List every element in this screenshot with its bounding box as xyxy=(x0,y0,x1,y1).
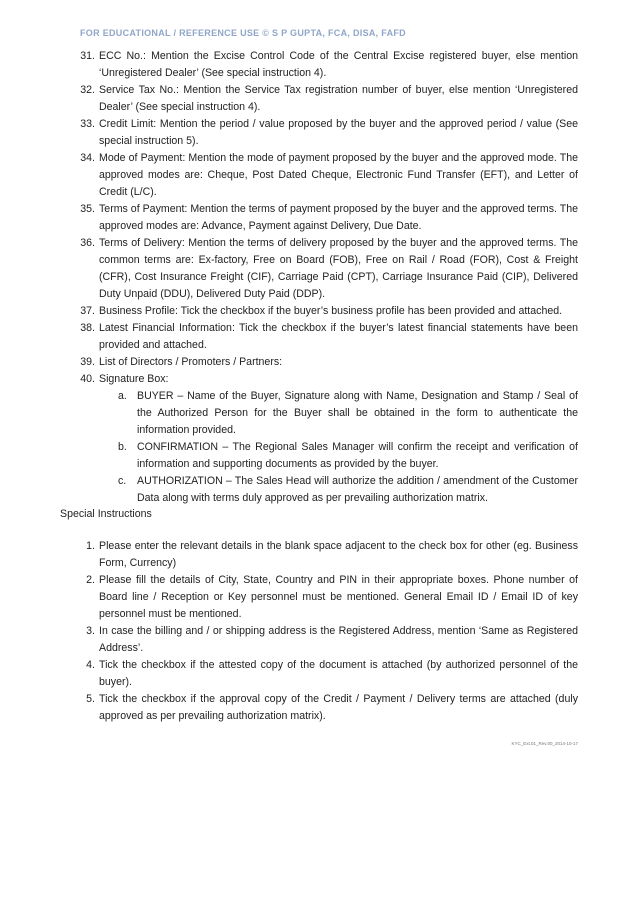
item-number: 37. xyxy=(80,305,95,317)
item-number: 3. xyxy=(86,625,95,637)
sub-list-item xyxy=(80,439,578,473)
item-text: Service Tax No.: Mention the Service Tax registration number of buyer, else mention ‘Unregistered Dealer’ (See special instruction 4). xyxy=(99,84,578,113)
sub-item-text: AUTHORIZATION – The Sales Head will authorize the addition / amendment of the Customer Data along with terms duly approved as per prevailing authorization matrix. xyxy=(137,475,578,504)
list-item xyxy=(80,201,578,235)
list-item xyxy=(80,657,578,691)
list-item xyxy=(80,371,578,388)
list-item xyxy=(80,150,578,201)
list-item xyxy=(80,691,578,725)
instruction-list xyxy=(80,48,578,507)
item-number: 2. xyxy=(86,574,95,586)
item-text: Tick the checkbox if the approval copy of the Credit / Payment / Delivery terms are attached (duly approved as per prevailing authorization matrix). xyxy=(99,693,578,722)
sub-list-item xyxy=(80,388,578,439)
list-item xyxy=(80,572,578,623)
item-number: 34. xyxy=(80,152,95,164)
item-number: 35. xyxy=(80,203,95,215)
item-number: 1. xyxy=(86,540,95,552)
item-number: 36. xyxy=(80,237,95,249)
list-item xyxy=(80,303,578,320)
item-text: Credit Limit: Mention the period / value proposed by the buyer and the approved period / value (See special instruction 5). xyxy=(99,118,578,147)
list-item xyxy=(80,116,578,150)
sub-item-text: BUYER – Name of the Buyer, Signature along with Name, Designation and Stamp / Seal of the Authorized Person for the Buyer shall be obtained in the form to authenticate the information provided. xyxy=(137,390,578,436)
item-text: Please fill the details of City, State, Country and PIN in their appropriate boxes. Phone number of Board line / Reception or Key personnel must be mentioned. General Email ID / Email ID of key personnel must be mentioned. xyxy=(99,574,578,620)
item-text: In case the billing and / or shipping address is the Registered Address, mention ‘Same as Registered Address’. xyxy=(99,625,578,654)
sub-list-item xyxy=(80,473,578,507)
item-number: 5. xyxy=(86,693,95,705)
item-text: Business Profile: Tick the checkbox if the buyer’s business profile has been provided and attached. xyxy=(99,305,563,317)
list-item xyxy=(80,82,578,116)
sub-item-label: a. xyxy=(118,390,127,402)
sub-item-label: b. xyxy=(118,441,127,453)
item-number: 38. xyxy=(80,322,95,334)
document-code: KYC_Ext.01_Rev.00_2014-10-17 xyxy=(511,741,578,746)
item-number: 32. xyxy=(80,84,95,96)
item-number: 39. xyxy=(80,356,95,368)
item-text: Terms of Payment: Mention the terms of payment proposed by the buyer and the approved terms. The approved modes are: Advance, Payment against Delivery, Due Date. xyxy=(99,203,578,232)
item-number: 33. xyxy=(80,118,95,130)
item-text: Latest Financial Information: Tick the checkbox if the buyer’s latest financial statements have been provided and attached. xyxy=(99,322,578,351)
special-instructions-list xyxy=(80,538,578,725)
list-item xyxy=(80,538,578,572)
item-text: Mode of Payment: Mention the mode of payment proposed by the buyer and the approved mode. The approved modes are: Cheque, Post Dated Cheque, Electronic Fund Transfer (EFT), and Letter of Credit (L/C). xyxy=(99,152,578,198)
list-item xyxy=(80,48,578,82)
item-text: Signature Box: xyxy=(99,373,169,385)
item-text: Terms of Delivery: Mention the terms of delivery proposed by the buyer and the approved terms. The common terms are: Ex-factory, Free on Board (FOB), Free on Rail / Road (FOR), Cost & Freight (CFR), Cost Insurance Freight (CIF), Carriage Paid (CPT), Carriage Insurance Paid (CIP), Delivered Duty Unpaid (DDU), Delivered Duty Paid (DDP). xyxy=(99,237,578,300)
item-number: 4. xyxy=(86,659,95,671)
item-text: Tick the checkbox if the attested copy of the document is attached (by authorized personnel of the buyer). xyxy=(99,659,578,688)
item-text: ECC No.: Mention the Excise Control Code of the Central Excise registered buyer, else mention ‘Unregistered Dealer’ (See special instruction 4). xyxy=(99,50,578,79)
item-number: 31. xyxy=(80,50,95,62)
list-item xyxy=(80,320,578,354)
sub-item-text: CONFIRMATION – The Regional Sales Manager will confirm the receipt and verification of information and supporting documents as provided by the buyer. xyxy=(137,441,578,470)
item-text: Please enter the relevant details in the blank space adjacent to the check box for other (eg. Business Form, Currency) xyxy=(99,540,578,569)
special-instructions-title: Special Instructions xyxy=(60,508,152,520)
list-item xyxy=(80,235,578,303)
sub-item-label: c. xyxy=(118,475,127,487)
watermark-header: FOR EDUCATIONAL / REFERENCE USE © S P GUPTA, FCA, DISA, FAFD xyxy=(80,28,406,38)
item-number: 40. xyxy=(80,373,95,385)
list-item xyxy=(80,354,578,371)
list-item xyxy=(80,623,578,657)
item-text: List of Directors / Promoters / Partners: xyxy=(99,356,283,368)
